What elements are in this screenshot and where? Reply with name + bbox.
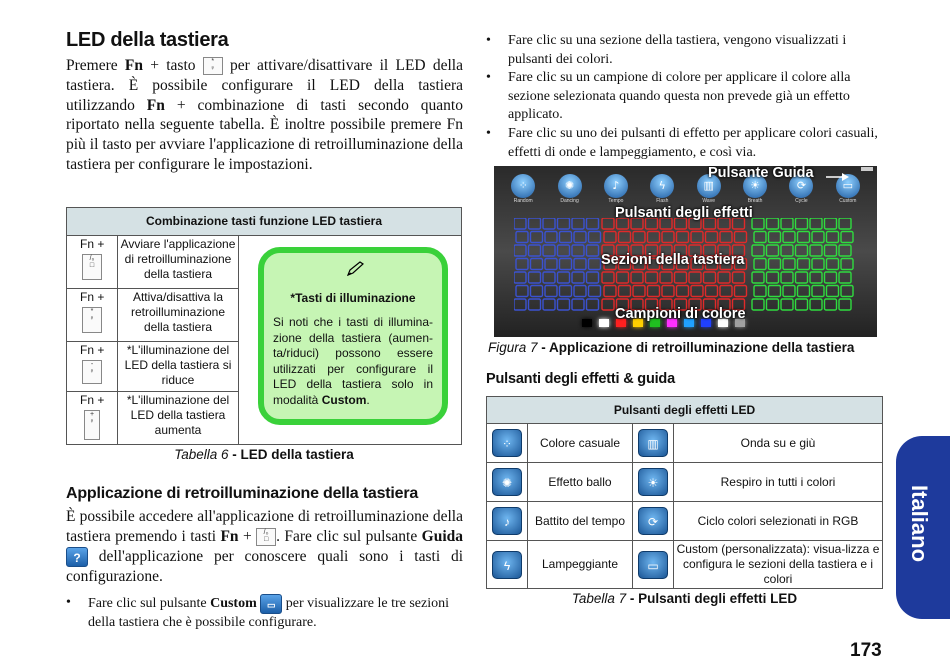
keyboard-key xyxy=(796,272,808,283)
effect-button-dancing[interactable] xyxy=(546,174,592,205)
keyboard-key xyxy=(572,272,584,283)
table-row: ⁘ Colore casuale ▥ Onda su e giù xyxy=(487,424,883,463)
keyboard-key xyxy=(781,299,793,310)
keyboard-key xyxy=(529,245,541,256)
keyboard-key xyxy=(754,232,766,243)
keyboard-key xyxy=(796,299,808,310)
keyboard-key xyxy=(812,259,824,270)
keyboard-key xyxy=(589,259,601,270)
color-swatch[interactable] xyxy=(599,319,609,327)
keyboard-key xyxy=(767,299,779,310)
keyboard-key xyxy=(810,272,822,283)
keyboard-key xyxy=(827,259,839,270)
page-number: 173 xyxy=(850,640,882,661)
keyboard-key xyxy=(516,286,528,297)
keyboard-key xyxy=(796,245,808,256)
keyboard-key xyxy=(589,286,601,297)
language-side-tab xyxy=(896,436,950,619)
keyboard-key xyxy=(619,286,631,297)
keyboard-key xyxy=(675,272,687,283)
keyboard-key xyxy=(704,272,716,283)
keyboard-key xyxy=(783,232,795,243)
led-up-key-icon: + ♀ xyxy=(84,410,100,440)
keyboard-key xyxy=(720,286,732,297)
keyboard-key xyxy=(560,259,572,270)
keyboard-key xyxy=(689,272,701,283)
keyboard-key xyxy=(783,259,795,270)
custom-effect-icon: ▭ xyxy=(638,551,668,579)
keyboard-key xyxy=(587,245,599,256)
color-swatch[interactable] xyxy=(582,319,592,327)
effect-glyph-icon: ✺ xyxy=(558,174,582,198)
keyboard-key xyxy=(572,245,584,256)
keyboard-key xyxy=(558,299,570,310)
cycle-effect-icon: ⟳ xyxy=(638,507,668,535)
effect-button-label: Random xyxy=(513,198,533,204)
table6-caption: Tabella 6 - LED della tastiera xyxy=(174,447,354,462)
effect-button-label: Custom xyxy=(839,198,857,204)
keyboard-key xyxy=(769,286,781,297)
keyboard-key xyxy=(514,272,526,283)
effect-button-label: Flash xyxy=(656,198,669,204)
table-row-desc: *L'illuminazione del LED della tastiera aumenta xyxy=(118,392,239,445)
note-title: *Tasti di illuminazione xyxy=(290,291,416,305)
table7-header: Pulsanti degli effetti LED xyxy=(487,397,883,424)
keyboard-key xyxy=(718,272,730,283)
keyboard-key xyxy=(839,245,851,256)
keyboard-key xyxy=(617,272,629,283)
keyboard-key xyxy=(810,218,822,229)
keyboard-key xyxy=(545,286,557,297)
keyboard-key xyxy=(558,245,570,256)
wave-effect-icon: ▥ xyxy=(638,429,668,457)
keyboard-key xyxy=(754,286,766,297)
effect-button-label: Tempo xyxy=(608,198,624,204)
keyboard-key xyxy=(783,286,795,297)
effect-button-label: Breath xyxy=(747,198,763,204)
pencil-icon xyxy=(346,261,366,277)
keyboard-key xyxy=(735,286,747,297)
keyboard-key xyxy=(558,218,570,229)
led-key-icon: * ♀ xyxy=(203,57,223,75)
keyboard-key xyxy=(798,286,810,297)
keyboard-key xyxy=(514,299,526,310)
keyboard-key xyxy=(529,218,541,229)
led-down-key-icon: - ♀ xyxy=(82,360,102,384)
table-row: ♪ Battito del tempo ⟳ Ciclo colori selezionati in RGB xyxy=(487,502,883,541)
table-row: ✺ Effetto ballo ☀ Respiro in tutti i colori xyxy=(487,463,883,502)
keyboard-key xyxy=(516,232,528,243)
keyboard-key xyxy=(560,232,572,243)
table-row: Fn + + ♀ xyxy=(67,392,118,445)
table-row: Fn + /₀ □ xyxy=(67,236,118,289)
keyboard-key xyxy=(810,245,822,256)
toggle-led-key-icon: * ♀ xyxy=(82,307,102,333)
effect-button-random[interactable] xyxy=(500,174,546,205)
keyboard-key xyxy=(839,218,851,229)
keyboard-key xyxy=(754,259,766,270)
arrow-right-icon xyxy=(826,169,850,187)
keyboard-key xyxy=(677,232,689,243)
keyboard-key xyxy=(767,245,779,256)
keyboard-key xyxy=(827,286,839,297)
intro-paragraph: Premere Fn + tasto * ♀ per attivare/disattivare il LED della tastiera. È possibile configurare il LED della tastiera utilizzando Fn + combinazione di tasti secondo quanto riportato nella seguente tabella. È inoltre possibile premere Fn più il tasto per avviare l'applicazione di retroilluminazione della tastiera per configurare le impostazioni. xyxy=(66,57,463,173)
keyboard-key xyxy=(543,245,555,256)
keyboard-key xyxy=(531,232,543,243)
keyboard-key xyxy=(841,259,853,270)
effects-subtitle: Pulsanti degli effetti & guida xyxy=(486,371,675,387)
effect-button-label: Cycle xyxy=(795,198,808,204)
keyboard-key xyxy=(587,218,599,229)
keyboard-key xyxy=(545,232,557,243)
keyboard-key xyxy=(812,232,824,243)
app-key-icon: /₀ □ xyxy=(82,254,102,280)
custom-button-icon: ▭ xyxy=(260,594,282,614)
keyboard-key xyxy=(602,299,614,310)
keyboard-key xyxy=(662,286,674,297)
page-title: LED della tastiera xyxy=(66,29,229,51)
effect-glyph-icon: ϟ xyxy=(650,174,674,198)
keyboard-key xyxy=(543,272,555,283)
random-effect-icon: ⁘ xyxy=(492,429,522,457)
keyboard-key xyxy=(558,272,570,283)
figure7-caption: Figura 7 - Applicazione di retroilluminazione della tastiera xyxy=(488,340,855,355)
keyboard-app-screenshot xyxy=(494,166,877,337)
keyboard-key xyxy=(810,299,822,310)
effect-button-flash[interactable] xyxy=(639,174,685,205)
keyboard-key xyxy=(619,232,631,243)
keyboard-key xyxy=(781,218,793,229)
keyboard-key xyxy=(825,272,837,283)
keyboard-key xyxy=(633,232,645,243)
keyboard-key xyxy=(529,299,541,310)
keyboard-key xyxy=(839,272,851,283)
keyboard-key xyxy=(604,232,616,243)
keyboard-key xyxy=(660,272,672,283)
keyboard-key xyxy=(769,259,781,270)
help-button-icon: ? xyxy=(66,547,88,567)
note-text: Si noti che i tasti di illumina-zione della tastiera (aumen-ta/riduci) possono essere utilizzati per configurare il LED della tastiera solo in modalità Custom. xyxy=(273,315,433,407)
table-row-desc: Avviare l'applicazione di retroilluminazione della tastiera xyxy=(118,236,239,289)
effect-glyph-icon: ▥ xyxy=(697,174,721,198)
effect-glyph-icon: ⁘ xyxy=(511,174,535,198)
keyboard-key xyxy=(633,286,645,297)
keyboard-key xyxy=(514,245,526,256)
dancing-effect-icon: ✺ xyxy=(492,468,522,496)
effect-button-label: Dancing xyxy=(560,198,579,204)
keyboard-key xyxy=(735,232,747,243)
keyboard-sections-label: Sezioni della tastiera xyxy=(601,252,745,268)
keyboard-key xyxy=(543,299,555,310)
window-controls xyxy=(861,167,873,171)
keyboard-key xyxy=(752,299,764,310)
table-row: Fn + * ♀ xyxy=(67,289,118,342)
keyboard-key xyxy=(631,272,643,283)
table-row: ϟ Lampeggiante ▭ Custom (personalizzata): visua-lizza e configura le sezioni della tastiera e i colori xyxy=(487,541,883,589)
keyboard-key xyxy=(825,245,837,256)
keyboard-key xyxy=(767,272,779,283)
tempo-effect-icon: ♪ xyxy=(492,507,522,535)
table-row-desc: Attiva/disattiva la retroilluminazione della tastiera xyxy=(118,289,239,342)
effect-glyph-icon: ♪ xyxy=(604,174,628,198)
keyboard-key xyxy=(543,218,555,229)
keyboard-key xyxy=(720,232,732,243)
keyboard-key xyxy=(648,286,660,297)
keyboard-key xyxy=(589,232,601,243)
keyboard-key xyxy=(646,272,658,283)
keyboard-key xyxy=(516,259,528,270)
keyboard-key xyxy=(752,218,764,229)
color-swatches-label: Campioni di colore xyxy=(615,306,746,322)
keyboard-key xyxy=(602,218,614,229)
keyboard-key xyxy=(798,232,810,243)
keyboard-key xyxy=(691,286,703,297)
keyboard-key xyxy=(796,218,808,229)
section-title: Applicazione di retroilluminazione della tastiera xyxy=(66,485,419,502)
table7-caption: Tabella 7 - Pulsanti degli effetti LED xyxy=(571,591,798,606)
keyboard-key xyxy=(798,259,810,270)
effect-glyph-icon: ☀ xyxy=(743,174,767,198)
keyboard-key xyxy=(587,299,599,310)
effect-button-label: Wave xyxy=(702,198,715,204)
keyboard-key xyxy=(514,218,526,229)
section-paragraph: È possibile accedere all'applicazione di retroilluminazione della tastiera premendo i tasti Fn + /₀ □ . Fare clic sul pulsante Guida ? dell'applicazione per conoscere quali sono i tasti di configurazione. xyxy=(66,508,463,586)
keyboard-key xyxy=(825,299,837,310)
keyboard-key xyxy=(839,299,851,310)
keyboard-key xyxy=(531,286,543,297)
keyboard-key xyxy=(706,286,718,297)
keyboard-key xyxy=(769,232,781,243)
fn-key-label: Fn xyxy=(124,57,143,74)
keyboard-key xyxy=(767,218,779,229)
keyboard-key xyxy=(827,232,839,243)
table6-header: Combinazione tasti funzione LED tastiera xyxy=(67,208,462,236)
keyboard-key xyxy=(825,218,837,229)
keyboard-key xyxy=(706,232,718,243)
effect-buttons-label: Pulsanti degli effetti xyxy=(615,205,753,221)
keyboard-key xyxy=(560,286,572,297)
keyboard-key xyxy=(648,232,660,243)
effect-glyph-icon: ▭ xyxy=(836,174,860,198)
keyboard-key xyxy=(604,286,616,297)
effect-glyph-icon: ⟳ xyxy=(789,174,813,198)
app-key-icon: /₀ □ xyxy=(256,528,276,546)
keyboard-key xyxy=(733,272,745,283)
table-row-desc: *L'illuminazione del LED della tastiera si riduce xyxy=(118,342,239,392)
keyboard-key xyxy=(572,218,584,229)
keyboard-key xyxy=(752,245,764,256)
keyboard-key xyxy=(662,232,674,243)
keyboard-key xyxy=(781,272,793,283)
keyboard-key xyxy=(587,272,599,283)
illumination-note-box xyxy=(258,247,448,425)
keyboard-key xyxy=(677,286,689,297)
keyboard-key xyxy=(574,286,586,297)
keyboard-key xyxy=(752,272,764,283)
language-label: Italiano xyxy=(907,485,932,563)
keyboard-key xyxy=(841,232,853,243)
keyboard-key xyxy=(812,286,824,297)
keyboard-key xyxy=(529,272,541,283)
keyboard-key xyxy=(691,232,703,243)
table-row: Fn + - ♀ xyxy=(67,342,118,392)
flash-effect-icon: ϟ xyxy=(492,551,522,579)
effect-buttons-table xyxy=(486,396,883,589)
keyboard-key xyxy=(531,259,543,270)
effect-button-tempo[interactable] xyxy=(593,174,639,205)
keyboard-key xyxy=(572,299,584,310)
guide-button-label: Pulsante Guida xyxy=(708,166,814,181)
keyboard-key xyxy=(574,259,586,270)
keyboard-key xyxy=(841,286,853,297)
keyboard-key xyxy=(781,245,793,256)
keyboard-key xyxy=(602,272,614,283)
breath-effect-icon: ☀ xyxy=(638,468,668,496)
keyboard-key xyxy=(545,259,557,270)
keyboard-key xyxy=(574,232,586,243)
